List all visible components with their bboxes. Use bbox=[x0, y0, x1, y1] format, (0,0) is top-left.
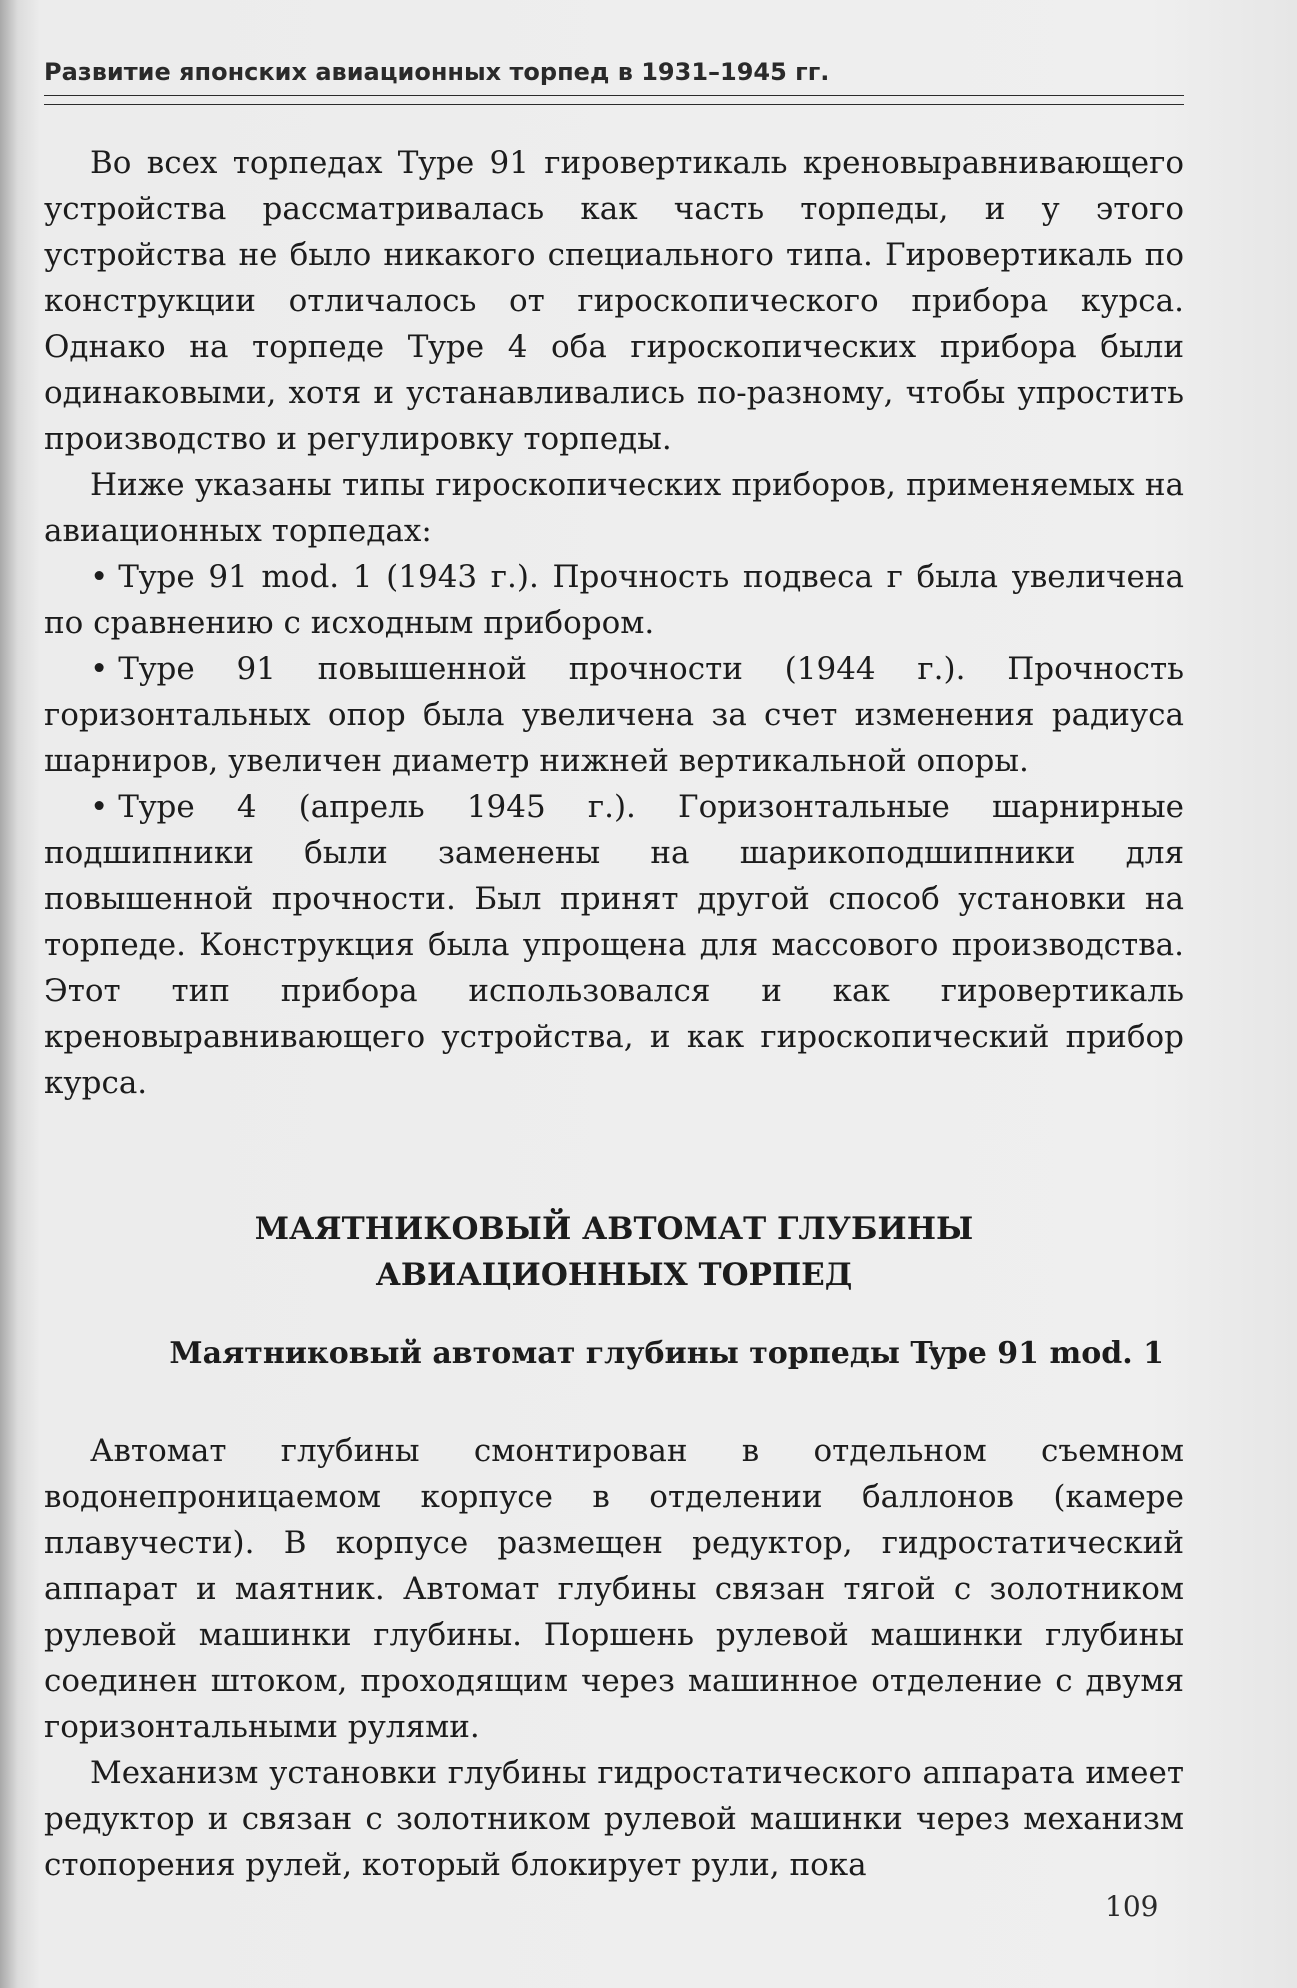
paragraph-gyro-vertical: Во всех торпедах Type 91 гировертикаль креновыравнивающего устройства рассматривалась как часть торпеды, и у этого устройства не было никакого специального типа. Гировертикаль по конструкции отличалось от гироскопического прибора курса. Однако на торпеде Type 4 оба гироскопических прибора были одинаковыми, хотя и устанавливались по-разному, чтобы упростить производство и регулировку торпеды. bbox=[44, 145, 1184, 457]
list-item bbox=[44, 554, 1184, 646]
list-item-text: Type 4 (апрель 1945 г.). Горизонтальные шарнирные подшипники были заменены на шарикоподшипники для повышенной прочности. Был принят другой способ установки на торпеде. Конструкция была упрощена для массового производства. Этот тип прибора использовался и как гировертикаль креновыравнивающего устройства, и как гироскопический прибор курса. bbox=[44, 789, 1184, 1101]
subsection-title: Маятниковый автомат глубины торпеды Type 91 mod. 1 bbox=[169, 1336, 1164, 1371]
list-item-text: Type 91 mod. 1 (1943 г.). Прочность подвеса г была увеличена по сравнению с исходным прибором. bbox=[44, 559, 1184, 641]
list-item-text: Type 91 повышенной прочности (1944 г.). Прочность горизонтальных опор была увеличена за счет изменения радиуса шарниров, увеличен диаметр нижней вертикальной опоры. bbox=[44, 651, 1184, 779]
section-title-line-1: МАЯТНИКОВЫЙ АВТОМАТ ГЛУБИНЫ bbox=[254, 1211, 974, 1247]
running-header: Развитие японских авиационных торпед в 1931–1945 гг. bbox=[44, 58, 830, 86]
header-double-rule bbox=[44, 95, 1184, 105]
bullet-icon: • bbox=[90, 651, 109, 687]
paragraph-depth-gear: Автомат глубины смонтирован в отдельном съемном водонепроницаемом корпусе в отделении баллонов (камере плавучести). В корпусе размещен редуктор, гидростатический аппарат и маятник. Автомат глубины связан тягой с золотником рулевой машинки глубины. Поршень рулевой машинки глубины соединен штоком, проходящим через машинное отделение с двумя горизонтальными рулями. bbox=[44, 1433, 1184, 1745]
bullet-icon: • bbox=[90, 789, 109, 825]
list-item bbox=[44, 646, 1184, 784]
gyro-types-list bbox=[44, 554, 1184, 1106]
page-body bbox=[44, 140, 1184, 1888]
bullet-icon: • bbox=[90, 559, 109, 595]
paragraph-depth-setting: Механизм установки глубины гидростатического аппарата имеет редуктор и связан с золотником рулевой машинки через механизм стопорения рулей, который блокирует рули, пока bbox=[44, 1755, 1184, 1883]
page-number: 109 bbox=[1105, 1890, 1159, 1923]
section-title-line-2: АВИАЦИОННЫХ ТОРПЕД bbox=[375, 1257, 853, 1293]
paragraph-gyro-types-intro: Ниже указаны типы гироскопических приборов, применяемых на авиационных торпедах: bbox=[44, 467, 1184, 549]
list-item bbox=[44, 784, 1184, 1106]
section-title bbox=[44, 1206, 1184, 1298]
